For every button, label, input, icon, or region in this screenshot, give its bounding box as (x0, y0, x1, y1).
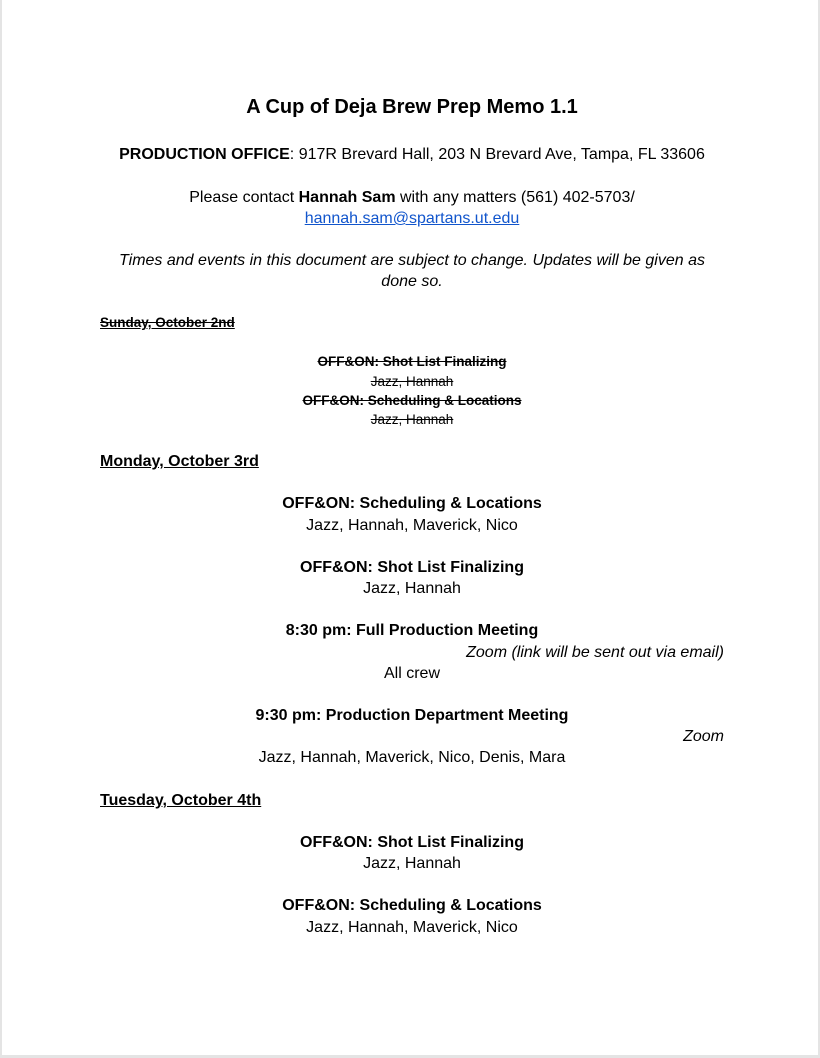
contact-name: Hannah Sam (298, 189, 396, 206)
disclaimer-line-2: done so. (381, 273, 443, 290)
production-office-address: 917R Brevard Hall, 203 N Brevard Ave, Tampa, FL 33606 (294, 146, 705, 163)
event-attendees: All crew (383, 665, 440, 682)
contact-suffix: with any matters (561) 402-5703/ (395, 189, 635, 206)
event-attendees: Jazz, Hannah (370, 412, 454, 427)
event-title: OFF&ON: Scheduling & Locations (282, 897, 542, 914)
contact-email-link[interactable]: hannah.sam@spartans.ut.edu (304, 210, 520, 227)
day-heading-tuesday: Tuesday, October 4th (100, 792, 262, 809)
event-attendees: Jazz, Hannah, Maverick, Nico (306, 919, 518, 936)
event-title: OFF&ON: Scheduling & Locations (282, 495, 542, 512)
production-office-separator: : (289, 146, 295, 163)
document-title: A Cup of Deja Brew Prep Memo 1.1 (246, 96, 578, 118)
event-title: 9:30 pm: Production Department Meeting (255, 707, 569, 724)
event-attendees: Jazz, Hannah (363, 580, 461, 597)
event-title: OFF&ON: Scheduling & Locations (302, 393, 522, 408)
disclaimer-line-1: Times and events in this document are subject to change. Updates will be given as (119, 252, 705, 269)
event-attendees: Jazz, Hannah, Maverick, Nico, Denis, Mara (258, 749, 566, 766)
event-title: 8:30 pm: Full Production Meeting (285, 622, 539, 639)
contact-prefix: Please contact (189, 189, 299, 206)
event-title: OFF&ON: Shot List Finalizing (300, 559, 524, 576)
day-heading-sunday: Sunday, October 2nd (100, 315, 235, 330)
event-location: Zoom (link will be sent out via email) (466, 644, 724, 661)
event-location: Zoom (683, 728, 724, 745)
production-office-line (98, 144, 726, 165)
event-attendees: Jazz, Hannah (363, 855, 461, 872)
contact-email-line (98, 208, 726, 229)
day-heading-monday: Monday, October 3rd (100, 453, 259, 470)
contact-line (98, 187, 726, 208)
production-office-label: PRODUCTION OFFICE (119, 146, 290, 163)
event-title: OFF&ON: Shot List Finalizing (317, 354, 507, 369)
event-attendees: Jazz, Hannah (370, 374, 454, 389)
document-page (2, 0, 818, 1055)
event-attendees: Jazz, Hannah, Maverick, Nico (306, 517, 518, 534)
event-title: OFF&ON: Shot List Finalizing (300, 834, 524, 851)
